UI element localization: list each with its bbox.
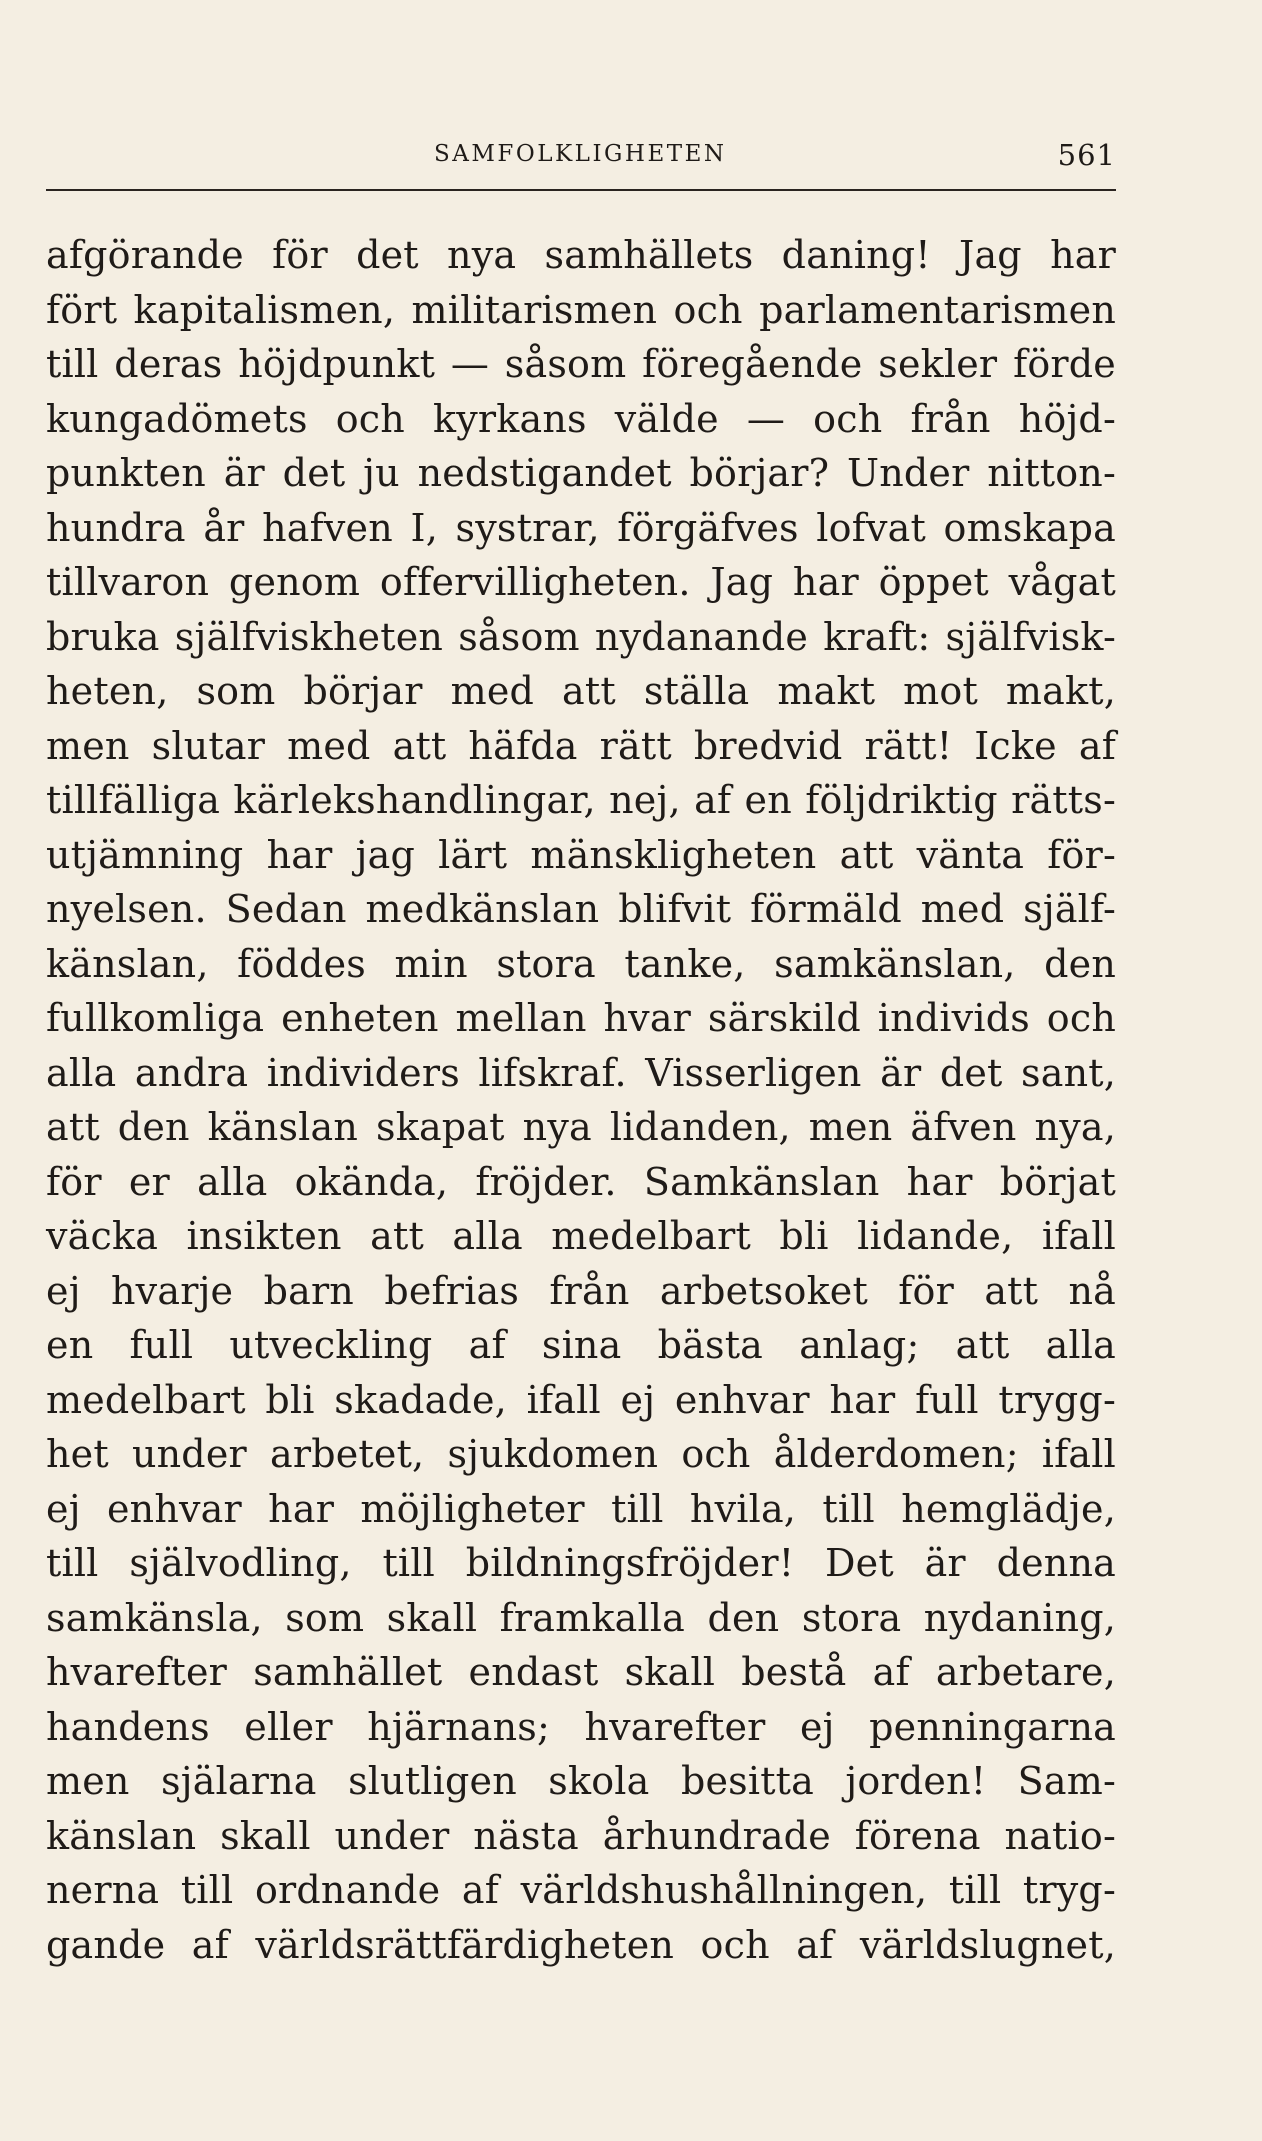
text-line: utjämning har jag lärt mänskligheten att vänta för- [46,832,1116,877]
text-line: nerna till ordnande af världshushållningen, till tryg- [46,1868,1116,1912]
text-line: punkten är det ju nedstigandet börjar? Under nitton- [46,451,1116,495]
text-line: ej hvarje barn befrias från arbetsoket för att nå [46,1268,1116,1313]
text-line: alla andra individers lifskraf. Visserligen är det sant, [46,1050,1116,1095]
text-line: till deras höjdpunkt — såsom föregående sekler förde [46,342,1116,386]
running-head: SAMFOLKLIGHETEN [434,141,727,167]
page-header [46,138,1116,178]
text-line: tillfälliga kärlekshandlingar, nej, af en följdriktig rätts- [46,778,1116,822]
text-line: känslan, föddes min stora tanke, samkänslan, den [46,941,1116,986]
text-line: en full utveckling af sina bästa anlag; att alla [46,1323,1116,1367]
text-line: men slutar med att häfda rätt bredvid rätt! Icke af [46,723,1116,768]
text-line: fullkomliga enheten mellan hvar särskild individs och [46,996,1116,1040]
text-line: till självodling, till bildningsfröjder! Det är denna [46,1541,1116,1585]
body-text [46,228,1116,1972]
text-line: heten, som börjar med att ställa makt mot makt, [46,669,1116,713]
text-line: väcka insikten att alla medelbart bli lidande, ifall [46,1214,1116,1258]
text-line: fört kapitalismen, militarismen och parlamentarismen [46,287,1116,332]
text-line: tillvaron genom offervilligheten. Jag har öppet vågat [46,560,1116,604]
text-line: ej enhvar har möjligheter till hvila, till hemglädje, [46,1486,1116,1531]
text-line: afgörande för det nya samhällets daning! Jag har [46,233,1116,277]
text-line: hundra år hafven I, systrar, förgäfves lofvat omskapa [46,505,1116,550]
text-line: kungadömets och kyrkans välde — och från höjd- [46,396,1116,441]
text-line: samkänsla, som skall framkalla den stora nydaning, [46,1595,1116,1640]
text-line: nyelsen. Sedan medkänslan blifvit förmäld med själf- [46,887,1116,931]
text-line: gande af världsrättfärdigheten och af världslugnet, [46,1922,1116,1967]
text-line: bruka själfviskheten såsom nydanande kraft: själfvisk- [46,614,1116,659]
text-line: känslan skall under nästa århundrade förena natio- [46,1813,1116,1858]
text-line: het under arbetet, sjukdomen och ålderdomen; ifall [46,1432,1116,1476]
text-line: hvarefter samhället endast skall bestå af arbetare, [46,1650,1116,1694]
text-line: för er alla okända, fröjder. Samkänslan har börjat [46,1159,1116,1204]
text-line: att den känslan skapat nya lidanden, men äfven nya, [46,1105,1116,1149]
text-line: men själarna slutligen skola besitta jorden! Sam- [46,1759,1116,1803]
page-number: 561 [1057,138,1116,172]
header-rule [46,189,1116,191]
text-line: medelbart bli skadade, ifall ej enhvar har full trygg- [46,1377,1116,1422]
text-line: handens eller hjärnans; hvarefter ej penningarna [46,1704,1116,1749]
